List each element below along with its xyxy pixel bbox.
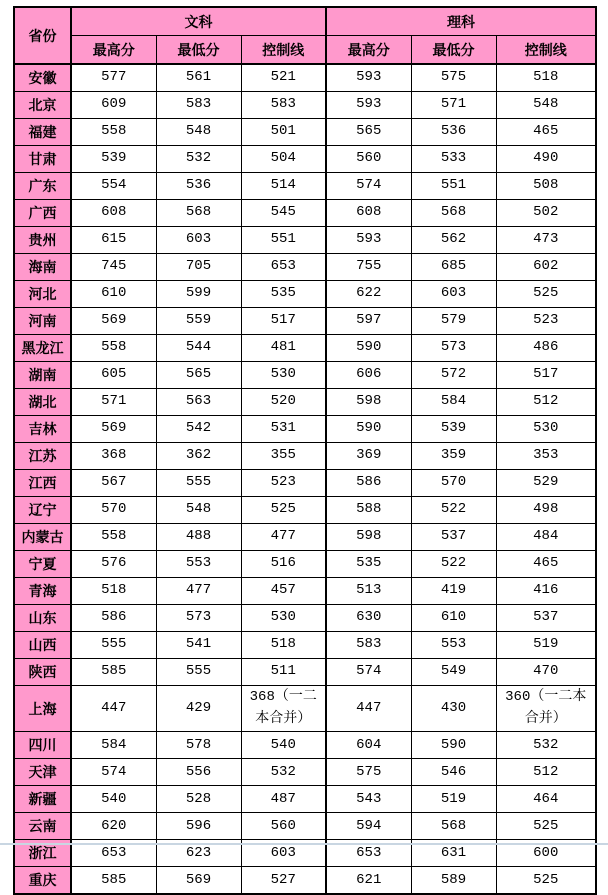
- score-cell: 525: [496, 867, 596, 895]
- province-cell: 北京: [14, 92, 71, 119]
- score-cell: 477: [156, 578, 241, 605]
- score-cell: 653: [241, 254, 326, 281]
- province-cell: 重庆: [14, 867, 71, 895]
- score-cell: 569: [71, 416, 156, 443]
- score-cell: 512: [496, 389, 596, 416]
- score-cell: 560: [326, 146, 411, 173]
- li-cutoff-header: 控制线: [496, 36, 596, 65]
- score-cell: 527: [241, 867, 326, 895]
- table-row: [14, 470, 596, 497]
- score-cell: 589: [411, 867, 496, 895]
- score-cell: 522: [411, 497, 496, 524]
- score-cell: 562: [411, 227, 496, 254]
- score-cell: 362: [156, 443, 241, 470]
- province-cell: 上海: [14, 686, 71, 732]
- score-cell: 620: [71, 813, 156, 840]
- score-cell: 533: [411, 146, 496, 173]
- score-cell: 585: [71, 867, 156, 895]
- score-cell: 368: [71, 443, 156, 470]
- score-cell: 532: [156, 146, 241, 173]
- score-cell: 573: [411, 335, 496, 362]
- score-cell: 486: [496, 335, 596, 362]
- table-row: [14, 443, 596, 470]
- province-cell: 辽宁: [14, 497, 71, 524]
- score-cell: 585: [71, 659, 156, 686]
- table-row: [14, 632, 596, 659]
- table-row: [14, 200, 596, 227]
- science-group-header: 理科: [326, 7, 596, 36]
- score-cell: 575: [411, 64, 496, 92]
- province-cell: 青海: [14, 578, 71, 605]
- province-cell: 内蒙古: [14, 524, 71, 551]
- province-cell: 山东: [14, 605, 71, 632]
- province-cell: 浙江: [14, 840, 71, 867]
- score-cell: 615: [71, 227, 156, 254]
- table-row: [14, 92, 596, 119]
- score-cell: 569: [156, 867, 241, 895]
- score-cell: 598: [326, 524, 411, 551]
- table-row: [14, 362, 596, 389]
- score-cell: 528: [156, 786, 241, 813]
- table-row: [14, 119, 596, 146]
- score-cell: 530: [241, 605, 326, 632]
- score-cell: 583: [326, 632, 411, 659]
- score-cell: 561: [156, 64, 241, 92]
- score-cell: 603: [241, 840, 326, 867]
- score-cell: 419: [411, 578, 496, 605]
- score-cell: 559: [156, 308, 241, 335]
- score-cell: 574: [326, 173, 411, 200]
- score-cell: 536: [156, 173, 241, 200]
- score-cell: 558: [71, 119, 156, 146]
- province-cell: 海南: [14, 254, 71, 281]
- header-sub-row: [14, 36, 596, 65]
- province-cell: 四川: [14, 732, 71, 759]
- score-cell: 523: [241, 470, 326, 497]
- score-cell: 447: [71, 686, 156, 732]
- score-cell: 464: [496, 786, 596, 813]
- table-row: [14, 551, 596, 578]
- admission-score-table: [13, 6, 597, 895]
- score-cell: 610: [411, 605, 496, 632]
- province-cell: 广西: [14, 200, 71, 227]
- score-cell: 610: [71, 281, 156, 308]
- li-max-header: 最高分: [326, 36, 411, 65]
- score-cell: 579: [411, 308, 496, 335]
- score-cell: 529: [496, 470, 596, 497]
- score-cell: 653: [71, 840, 156, 867]
- score-cell: 621: [326, 867, 411, 895]
- score-cell: 555: [71, 632, 156, 659]
- province-cell: 云南: [14, 813, 71, 840]
- score-cell: 544: [156, 335, 241, 362]
- score-cell: 551: [241, 227, 326, 254]
- score-cell: 355: [241, 443, 326, 470]
- province-cell: 宁夏: [14, 551, 71, 578]
- score-cell: 565: [326, 119, 411, 146]
- bottom-page-divider: [0, 843, 608, 845]
- province-cell: 湖北: [14, 389, 71, 416]
- score-cell: 530: [241, 362, 326, 389]
- table-row: [14, 497, 596, 524]
- score-cell: 519: [411, 786, 496, 813]
- score-cell: 584: [411, 389, 496, 416]
- score-cell: 556: [156, 759, 241, 786]
- score-cell: 548: [156, 119, 241, 146]
- score-cell: 583: [241, 92, 326, 119]
- score-cell: 525: [496, 813, 596, 840]
- score-cell: 531: [241, 416, 326, 443]
- table-row: [14, 686, 596, 732]
- score-cell: 521: [241, 64, 326, 92]
- score-cell: 359: [411, 443, 496, 470]
- score-cell: 572: [411, 362, 496, 389]
- score-cell: 653: [326, 840, 411, 867]
- table-row: [14, 281, 596, 308]
- score-cell: 523: [496, 308, 596, 335]
- table-row: [14, 64, 596, 92]
- province-cell: 新疆: [14, 786, 71, 813]
- score-cell: 549: [411, 659, 496, 686]
- score-cell: 525: [496, 281, 596, 308]
- score-cell: 574: [326, 659, 411, 686]
- score-cell: 593: [326, 64, 411, 92]
- table-row: [14, 227, 596, 254]
- score-cell: 599: [156, 281, 241, 308]
- liberal-arts-group-header: 文科: [71, 7, 326, 36]
- header-group-row: [14, 7, 596, 36]
- score-cell: 608: [71, 200, 156, 227]
- score-cell: 368（一二本合并）: [241, 686, 326, 732]
- score-cell: 518: [496, 64, 596, 92]
- table-row: [14, 732, 596, 759]
- score-cell: 578: [156, 732, 241, 759]
- score-cell: 631: [411, 840, 496, 867]
- score-cell: 545: [241, 200, 326, 227]
- score-cell: 532: [241, 759, 326, 786]
- province-cell: 山西: [14, 632, 71, 659]
- score-cell: 512: [496, 759, 596, 786]
- score-cell: 537: [411, 524, 496, 551]
- score-cell: 568: [156, 200, 241, 227]
- table-header: [14, 7, 596, 64]
- score-cell: 567: [71, 470, 156, 497]
- score-cell: 542: [156, 416, 241, 443]
- table-row: [14, 759, 596, 786]
- province-cell: 河北: [14, 281, 71, 308]
- score-cell: 586: [71, 605, 156, 632]
- score-cell: 558: [71, 335, 156, 362]
- score-cell: 755: [326, 254, 411, 281]
- score-cell: 457: [241, 578, 326, 605]
- score-cell: 517: [496, 362, 596, 389]
- score-cell: 465: [496, 551, 596, 578]
- score-cell: 596: [156, 813, 241, 840]
- score-cell: 360（一二本合并）: [496, 686, 596, 732]
- score-cell: 447: [326, 686, 411, 732]
- province-cell: 湖南: [14, 362, 71, 389]
- score-cell: 571: [411, 92, 496, 119]
- score-cell: 369: [326, 443, 411, 470]
- table-row: [14, 308, 596, 335]
- province-cell: 天津: [14, 759, 71, 786]
- score-cell: 553: [411, 632, 496, 659]
- score-cell: 488: [156, 524, 241, 551]
- score-cell: 745: [71, 254, 156, 281]
- score-cell: 553: [156, 551, 241, 578]
- score-cell: 576: [71, 551, 156, 578]
- wen-cutoff-header: 控制线: [241, 36, 326, 65]
- score-cell: 353: [496, 443, 596, 470]
- score-cell: 540: [71, 786, 156, 813]
- score-cell: 520: [241, 389, 326, 416]
- score-cell: 487: [241, 786, 326, 813]
- province-cell: 福建: [14, 119, 71, 146]
- score-cell: 555: [156, 470, 241, 497]
- score-cell: 609: [71, 92, 156, 119]
- score-cell: 603: [156, 227, 241, 254]
- score-cell: 541: [156, 632, 241, 659]
- score-cell: 518: [241, 632, 326, 659]
- score-cell: 530: [496, 416, 596, 443]
- score-cell: 623: [156, 840, 241, 867]
- score-cell: 630: [326, 605, 411, 632]
- province-column-header: 省份: [14, 7, 71, 64]
- score-cell: 516: [241, 551, 326, 578]
- score-cell: 536: [411, 119, 496, 146]
- score-cell: 573: [156, 605, 241, 632]
- score-cell: 514: [241, 173, 326, 200]
- score-cell: 540: [241, 732, 326, 759]
- table-row: [14, 605, 596, 632]
- table-row: [14, 786, 596, 813]
- score-cell: 555: [156, 659, 241, 686]
- province-cell: 广东: [14, 173, 71, 200]
- score-cell: 539: [71, 146, 156, 173]
- score-cell: 594: [326, 813, 411, 840]
- wen-min-header: 最低分: [156, 36, 241, 65]
- score-cell: 551: [411, 173, 496, 200]
- score-cell: 570: [71, 497, 156, 524]
- score-cell: 563: [156, 389, 241, 416]
- province-cell: 江苏: [14, 443, 71, 470]
- score-cell: 603: [411, 281, 496, 308]
- score-cell: 537: [496, 605, 596, 632]
- province-cell: 河南: [14, 308, 71, 335]
- table-row: [14, 335, 596, 362]
- score-cell: 574: [71, 759, 156, 786]
- score-cell: 590: [411, 732, 496, 759]
- score-cell: 597: [326, 308, 411, 335]
- score-table-body: [14, 64, 596, 894]
- table-row: [14, 813, 596, 840]
- score-cell: 535: [241, 281, 326, 308]
- score-cell: 560: [241, 813, 326, 840]
- score-cell: 513: [326, 578, 411, 605]
- score-cell: 473: [496, 227, 596, 254]
- table-row: [14, 867, 596, 895]
- score-cell: 605: [71, 362, 156, 389]
- score-cell: 518: [71, 578, 156, 605]
- score-cell: 543: [326, 786, 411, 813]
- wen-max-header: 最高分: [71, 36, 156, 65]
- li-min-header: 最低分: [411, 36, 496, 65]
- table-row: [14, 578, 596, 605]
- score-cell: 604: [326, 732, 411, 759]
- score-cell: 705: [156, 254, 241, 281]
- score-cell: 504: [241, 146, 326, 173]
- score-cell: 502: [496, 200, 596, 227]
- score-cell: 570: [411, 470, 496, 497]
- score-cell: 606: [326, 362, 411, 389]
- score-cell: 498: [496, 497, 596, 524]
- score-cell: 465: [496, 119, 596, 146]
- table-row: [14, 146, 596, 173]
- score-cell: 602: [496, 254, 596, 281]
- table-row: [14, 173, 596, 200]
- score-cell: 554: [71, 173, 156, 200]
- score-cell: 588: [326, 497, 411, 524]
- score-cell: 571: [71, 389, 156, 416]
- province-cell: 吉林: [14, 416, 71, 443]
- score-cell: 508: [496, 173, 596, 200]
- score-cell: 593: [326, 92, 411, 119]
- province-cell: 江西: [14, 470, 71, 497]
- score-cell: 608: [326, 200, 411, 227]
- score-cell: 470: [496, 659, 596, 686]
- score-cell: 593: [326, 227, 411, 254]
- score-cell: 430: [411, 686, 496, 732]
- score-cell: 575: [326, 759, 411, 786]
- table-row: [14, 254, 596, 281]
- score-cell: 539: [411, 416, 496, 443]
- province-cell: 黑龙江: [14, 335, 71, 362]
- score-cell: 429: [156, 686, 241, 732]
- score-cell: 519: [496, 632, 596, 659]
- table-row: [14, 524, 596, 551]
- score-cell: 590: [326, 416, 411, 443]
- score-cell: 511: [241, 659, 326, 686]
- score-cell: 525: [241, 497, 326, 524]
- score-cell: 535: [326, 551, 411, 578]
- score-cell: 490: [496, 146, 596, 173]
- score-cell: 685: [411, 254, 496, 281]
- score-cell: 548: [156, 497, 241, 524]
- score-cell: 577: [71, 64, 156, 92]
- score-cell: 583: [156, 92, 241, 119]
- score-cell: 586: [326, 470, 411, 497]
- score-cell: 622: [326, 281, 411, 308]
- province-cell: 安徽: [14, 64, 71, 92]
- score-cell: 590: [326, 335, 411, 362]
- score-cell: 568: [411, 200, 496, 227]
- score-cell: 598: [326, 389, 411, 416]
- score-cell: 517: [241, 308, 326, 335]
- score-cell: 484: [496, 524, 596, 551]
- score-cell: 558: [71, 524, 156, 551]
- score-cell: 568: [411, 813, 496, 840]
- score-cell: 584: [71, 732, 156, 759]
- table-row: [14, 416, 596, 443]
- score-cell: 481: [241, 335, 326, 362]
- score-cell: 569: [71, 308, 156, 335]
- score-cell: 546: [411, 759, 496, 786]
- province-cell: 陕西: [14, 659, 71, 686]
- score-cell: 501: [241, 119, 326, 146]
- table-row: [14, 659, 596, 686]
- score-cell: 600: [496, 840, 596, 867]
- score-cell: 522: [411, 551, 496, 578]
- score-cell: 548: [496, 92, 596, 119]
- province-cell: 贵州: [14, 227, 71, 254]
- table-row: [14, 389, 596, 416]
- score-cell: 565: [156, 362, 241, 389]
- score-cell: 532: [496, 732, 596, 759]
- score-cell: 416: [496, 578, 596, 605]
- score-cell: 477: [241, 524, 326, 551]
- province-cell: 甘肃: [14, 146, 71, 173]
